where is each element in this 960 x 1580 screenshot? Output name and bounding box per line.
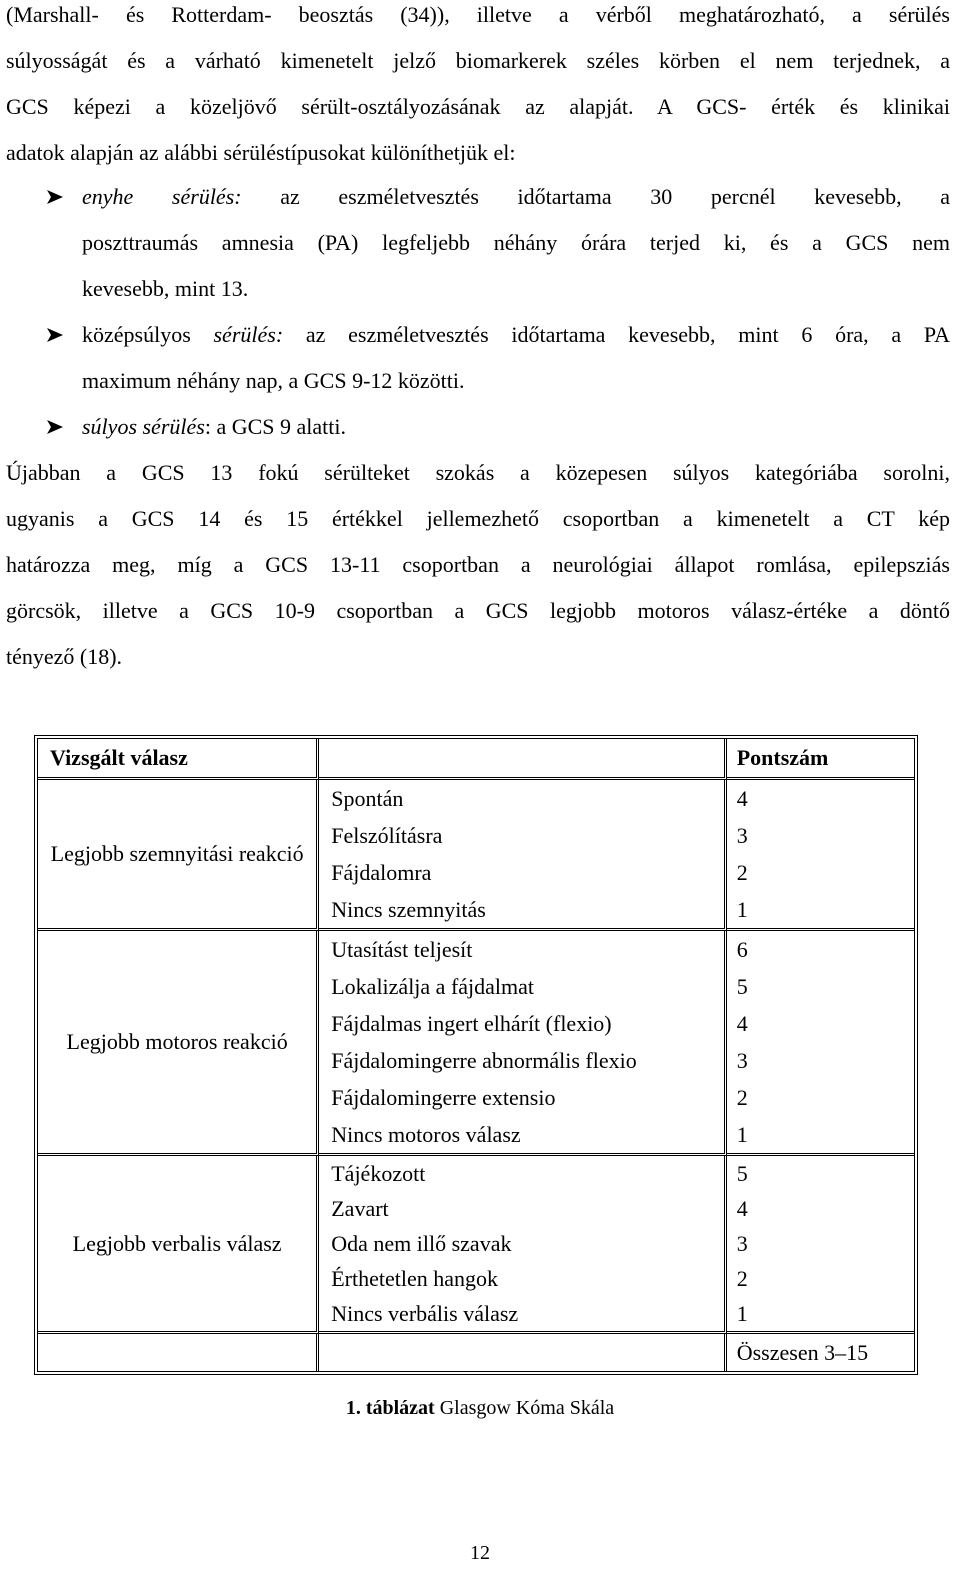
score-cell: 3 [736,822,748,848]
item-cell: Érthetetlen hangok [319,1261,727,1296]
paragraph-line: Újabban a GCS 13 fokú sérülteket szokás a közepesen súlyos kategóriába sorolni, [6,460,950,485]
bullet-term: enyhe sérülés: [82,184,242,209]
paragraph-line: határozza meg, míg a GCS 13-11 csoportban a neurológiai állapot romlása, epilepsziás [6,552,950,577]
arrowhead-bullet-icon [46,174,68,220]
intro-paragraph [6,0,950,176]
bullet-text: maximum néhány nap, a GCS 9-12 közötti. [82,368,465,393]
category-eye: Legjobb szemnyitási reakció [38,780,319,931]
header-blank [319,739,727,780]
score-cell: 4 [736,785,748,811]
bullet-text: : a GCS 9 alatti. [204,414,346,439]
intro-line: súlyosságát és a várható kimenetelt jelző biomarkerek széles körben el nem terjednek, a [6,48,950,73]
score-cell: 5 [736,973,748,999]
bullet-text: kevesebb, mint 13. [82,276,249,301]
score-cell: 2 [736,1265,748,1291]
item-cell: Felszólításra [319,817,727,854]
bullet-prefix: középsúlyos [82,322,214,347]
total-blank-2 [319,1334,727,1371]
category-motor: Legjobb motoros reakció [38,931,319,1156]
caption-text: Glasgow Kóma Skála [434,1397,615,1419]
item-cell: Fájdalomingerre extensio [319,1079,727,1116]
arrowhead-bullet-icon [46,404,68,450]
score-cell: 1 [727,1116,914,1156]
item-cell: Nincs szemnyitás [319,891,727,931]
total-score: Összesen 3–15 [736,1339,869,1365]
table-row [38,1156,914,1191]
table-row [38,780,914,817]
score-cell: 2 [736,1084,748,1110]
score-cell: 3 [736,1230,748,1256]
paragraph-line: ugyanis a GCS 14 és 15 értékkel jellemezhető csoportban a kimenetelt a CT kép [6,506,950,531]
intro-line: GCS képezi a közeljövő sérült-osztályozásának az alapját. A GCS- érték és klinikai [6,94,950,119]
score-cell: 6 [736,936,748,962]
page-number: 12 [470,1542,490,1564]
item-cell: Spontán [319,780,727,817]
bullet-term: sérülés: [213,322,284,347]
table-caption [0,1397,960,1420]
bullet-text: az eszméletvesztés időtartama kevesebb, mint 6 óra, a PA [283,322,950,347]
bullet-text: poszttraumás amnesia (PA) legfeljebb néhány órára terjed ki, és a GCS nem [82,230,950,255]
glasgow-coma-scale-table [34,735,918,1375]
item-cell: Tájékozott [319,1156,727,1191]
category-verbal: Legjobb verbalis válasz [38,1156,319,1334]
bullet-term: súlyos sérülés [82,414,205,439]
caption-label: 1. táblázat [345,1397,435,1419]
item-cell: Fájdalomingerre abnormális flexio [319,1042,727,1079]
header-score: Pontszám [727,739,914,780]
item-cell: Fájdalomra [319,854,727,891]
arrowhead-bullet-icon [46,312,68,358]
item-cell: Nincs motoros válasz [319,1116,727,1156]
bullet-text: az eszméletvesztés időtartama 30 percnél kevesebb, a [241,184,951,209]
total-blank-1 [38,1334,319,1371]
intro-line: adatok alapján az alábbi sérüléstípusokat különíthetjük el: [6,140,516,165]
score-cell: 3 [736,1047,748,1073]
score-cell: 4 [736,1010,748,1036]
score-cell: 1 [727,891,914,931]
header-response: Vizsgált válasz [38,739,319,780]
score-cell: 5 [736,1160,748,1186]
score-cell: 2 [736,859,748,885]
second-paragraph [6,450,950,680]
score-cell: 4 [736,1195,748,1221]
item-cell: Oda nem illő szavak [319,1226,727,1261]
intro-line: (Marshall- és Rotterdam- beosztás (34)), illetve a vérből meghatározható, a sérülés [6,2,950,27]
paragraph-line: tényező (18). [6,644,123,669]
item-cell: Nincs verbális válasz [319,1296,727,1334]
item-cell: Utasítást teljesít [319,931,727,968]
table-row [38,931,914,968]
table-total-row [38,1334,914,1371]
item-cell: Fájdalmas ingert elhárít (flexio) [319,1005,727,1042]
item-cell: Lokalizálja a fájdalmat [319,968,727,1005]
paragraph-line: görcsök, illetve a GCS 10-9 csoportban a GCS legjobb motoros válasz-értéke a döntő [6,598,950,623]
table-header-row [38,739,914,780]
score-cell: 1 [727,1296,914,1334]
item-cell: Zavart [319,1191,727,1226]
